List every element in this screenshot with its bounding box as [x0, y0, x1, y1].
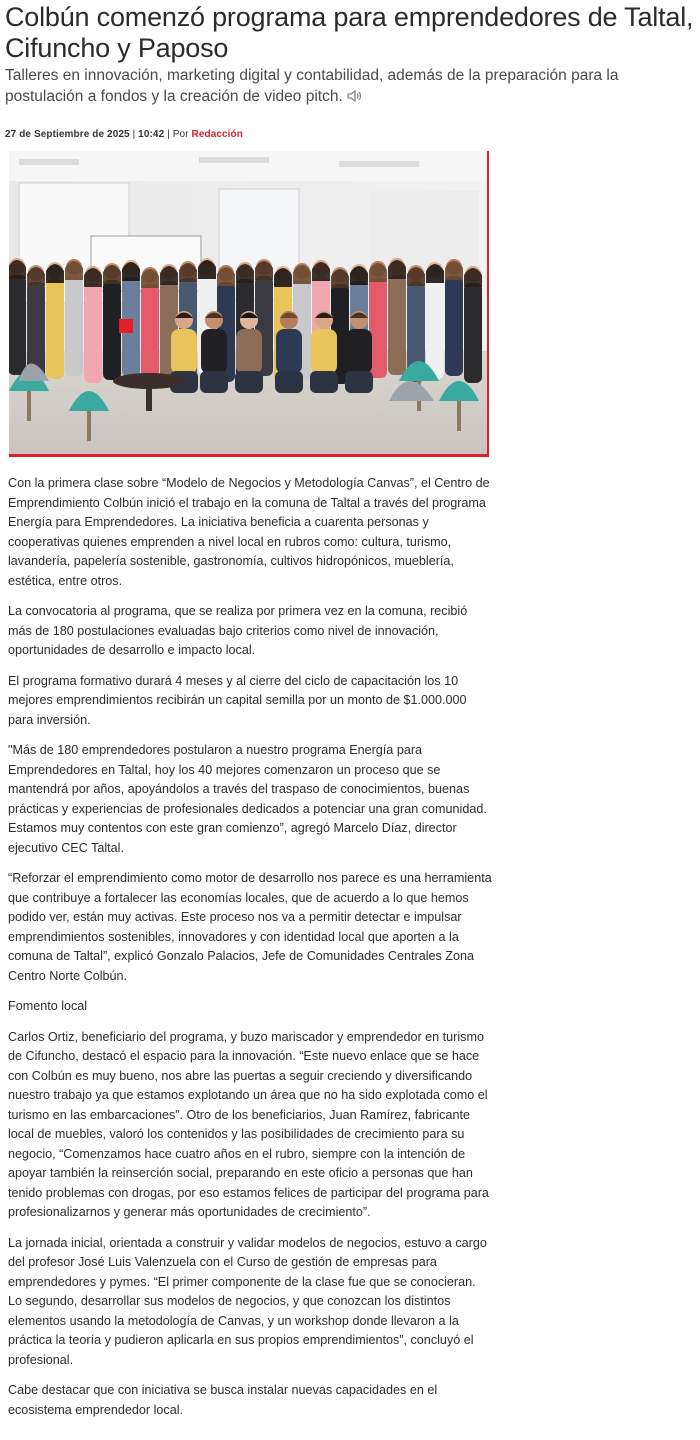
speaker-icon[interactable] [346, 87, 364, 99]
person-figure [445, 259, 463, 376]
author-link[interactable]: Redacción [191, 129, 243, 140]
paragraph: Cabe destacar que con iniciativa se busca instalar nuevas capacidades en el ecosistema emprendedor local. [8, 1383, 438, 1417]
meta-separator: | [132, 129, 136, 140]
paragraph: “Reforzar el emprendimiento como motor de desarrollo nos parece es una herramienta que contribuye a fortalecer las economías locales, que de acuerdo a lo que hemos podido ver, están muy activas. Este proceso nos va a permitir detectar e impulsar emprendimientos sostenibles, innovadores y con identidad local que aporten a la comuna de Taltal”, explicó Gonzalo Palacios, Jefe de Comunidades Centrales Zona Centro Norte Colbún. [8, 871, 492, 983]
publish-date: 27 de Septiembre de 2025 [5, 129, 130, 140]
person-figure [84, 266, 102, 383]
paragraph: La jornada inicial, orientada a construir y validar modelos de negocios, estuvo a cargo del profesor José Luis Valenzuela con el Curso de gestión de empresas para emprendedores y pymes. “El primer componente de la clase fue que se conocieran. Lo segundo, desarrollar sus modelos de negocios, y que conozcan los distintos elementos usando la metodología de Canvas, y un workshop donde llevaron a la práctica la teoría y pudieron aplicarla en sus propios emprendimientos”, concluyó el profesional. [8, 1235, 487, 1367]
paragraph: Carlos Ortiz, beneficiario del programa, y buzo mariscador y emprendedor en turismo de Cifuncho, destacó el espacio para la innovación. “Este nuevo enlace que se hace con Colbún es muy bueno, nos abre las puertas a seguir creciendo y diversificando nuestro trabajo ya que estamos explotando un área que no ha sido explotada como el turismo en las embarcaciones”. Otro de los beneficiarios, Juan Ramírez, fabricante local de muebles, valoró los contenidos y las posibilidades de crecimiento para su negocio, “Comenzamos hace cuatro años en el rubro, siempre con la intención de apoyar también la reinserción social, preparando en este oficio a personas que han tenido problemas con drogas, por eso estamos felices de participar del programa para profesionalizarnos y generar más oportunidades de crecimiento”. [8, 1029, 489, 1219]
lead-text: Talleres en innovación, marketing digital y contabilidad, además de la preparación para la postulación a fondos y la creación de video pitch. [5, 67, 619, 105]
person-figure [388, 258, 406, 375]
article-lead [5, 65, 695, 107]
person-figure [46, 262, 64, 379]
article-title: Colbún comenzó programa para emprendedores de Taltal, Cifuncho y Paposo [5, 2, 694, 63]
publish-time: 10:42 [138, 129, 165, 140]
article-meta [5, 129, 243, 140]
article-body [8, 474, 493, 1431]
person-figure [122, 260, 140, 377]
person-figure [426, 262, 444, 379]
paragraph: "Más de 180 emprendedores postularon a nuestro programa Energía para Emprendedores en Taltal, hoy los 40 mejores comenzaron un proceso que se mantendrá por años, apoyándolos a través del traspaso de conocimientos, buenas prácticas y experiencias de profesionales dedicados a potenciar una gran comunidad. Estamos muy contentos con este gran comienzo”, agregó Marcelo Díaz, director ejecutivo CEC Taltal. [8, 743, 487, 855]
section-subheading: Fomento local [8, 999, 88, 1013]
paragraph: La convocatoria al programa, que se realiza por primera vez en la comuna, recibió más de 180 postulaciones evaluadas bajo criterios como nivel de innovación, oportunidades de desarrollo e impacto local. [8, 604, 468, 657]
paragraph: Con la primera clase sobre “Modelo de Negocios y Metodología Canvas”, el Centro de Emprendimiento Colbún inició el trabajo en la comuna de Taltal a través del programa Energía para Emprendedores. La iniciativa beneficia a cuarenta personas y cooperativas quienes emprenden a nivel local en rubros como: cultura, turismo, lavandería, papelería sostenible, gastronomía, cultivos hidropónicos, mueblería, estética, entre otros. [8, 476, 490, 588]
person-figure [65, 259, 83, 376]
group-photo-illustration [9, 151, 489, 457]
person-figure [464, 266, 482, 383]
byline-prefix: Por [172, 129, 189, 140]
person-figure [141, 267, 159, 384]
person-figure [9, 258, 26, 375]
paragraph: El programa formativo durará 4 meses y al cierre del ciclo de capacitación los 10 mejores emprendimientos recibirán un capital semilla por un monto de $1.000.000 para inversión. [8, 673, 467, 727]
person-figure [103, 263, 121, 380]
article-photo [9, 151, 489, 457]
meta-separator-2: | [167, 129, 170, 140]
